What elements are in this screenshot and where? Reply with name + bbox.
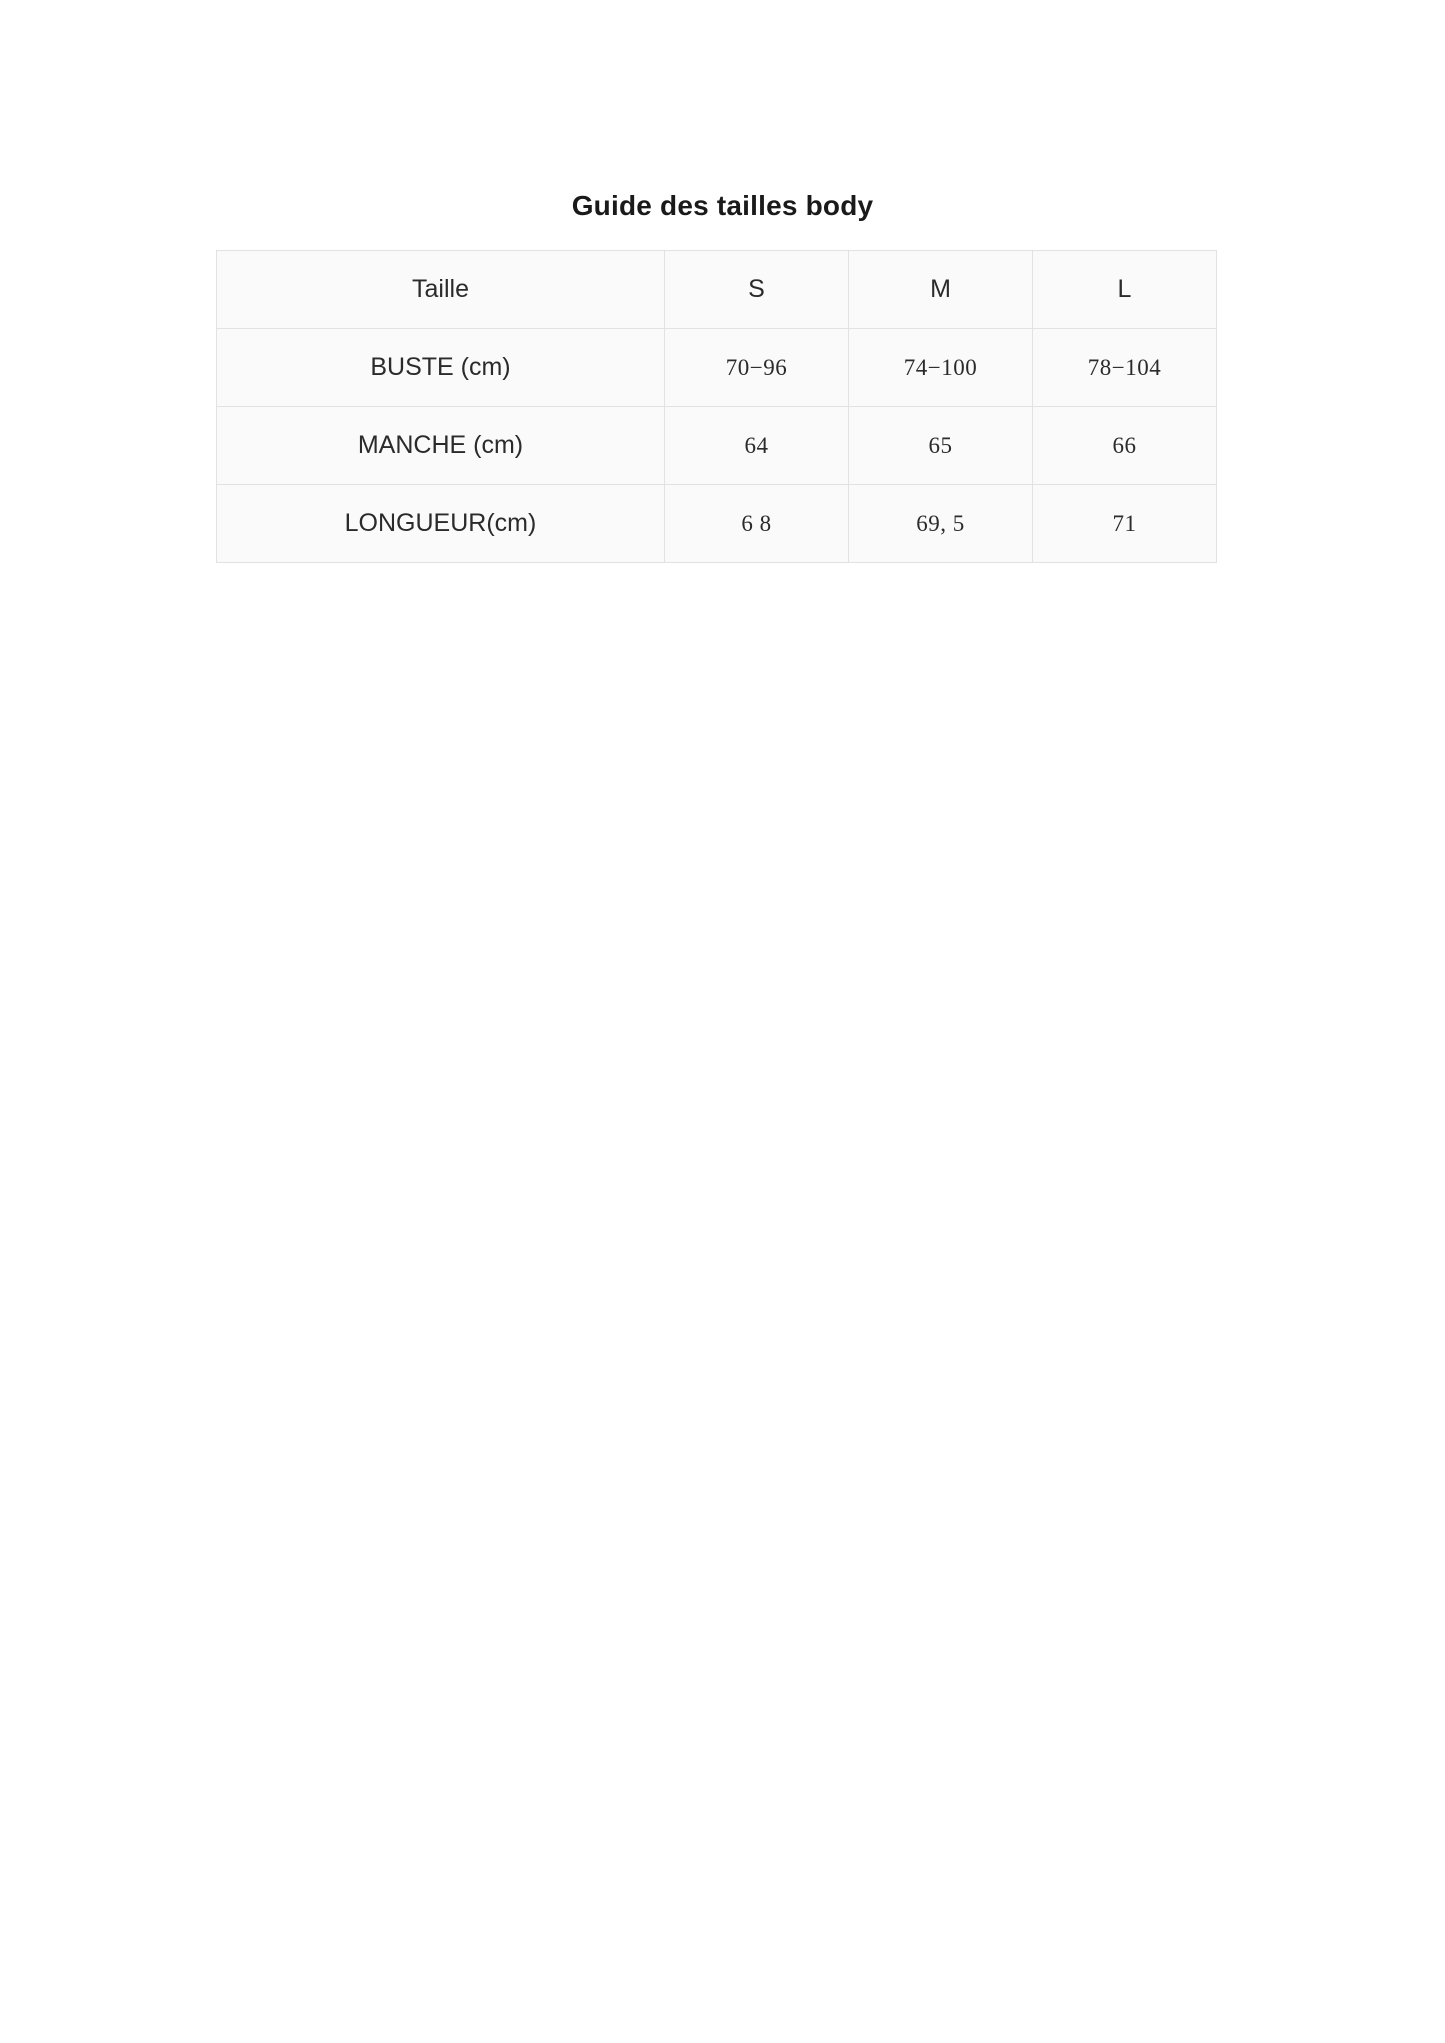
row-label-manche: MANCHE (cm) (217, 407, 665, 485)
table-row (217, 407, 1217, 485)
table-header-row (217, 251, 1217, 329)
column-header-m: M (849, 251, 1033, 329)
cell-longueur-s: 6 8 (665, 485, 849, 563)
column-header-l: L (1033, 251, 1217, 329)
column-header-taille: Taille (217, 251, 665, 329)
cell-manche-m: 65 (849, 407, 1033, 485)
cell-manche-s: 64 (665, 407, 849, 485)
cell-longueur-l: 71 (1033, 485, 1217, 563)
cell-buste-s: 70−96 (665, 329, 849, 407)
row-label-buste: BUSTE (cm) (217, 329, 665, 407)
column-header-s: S (665, 251, 849, 329)
table-row (217, 329, 1217, 407)
cell-manche-l: 66 (1033, 407, 1217, 485)
cell-longueur-m: 69, 5 (849, 485, 1033, 563)
cell-buste-m: 74−100 (849, 329, 1033, 407)
cell-buste-l: 78−104 (1033, 329, 1217, 407)
size-guide-table (216, 250, 1217, 563)
table-row (217, 485, 1217, 563)
row-label-longueur: LONGUEUR(cm) (217, 485, 665, 563)
page-title: Guide des tailles body (571, 190, 874, 221)
